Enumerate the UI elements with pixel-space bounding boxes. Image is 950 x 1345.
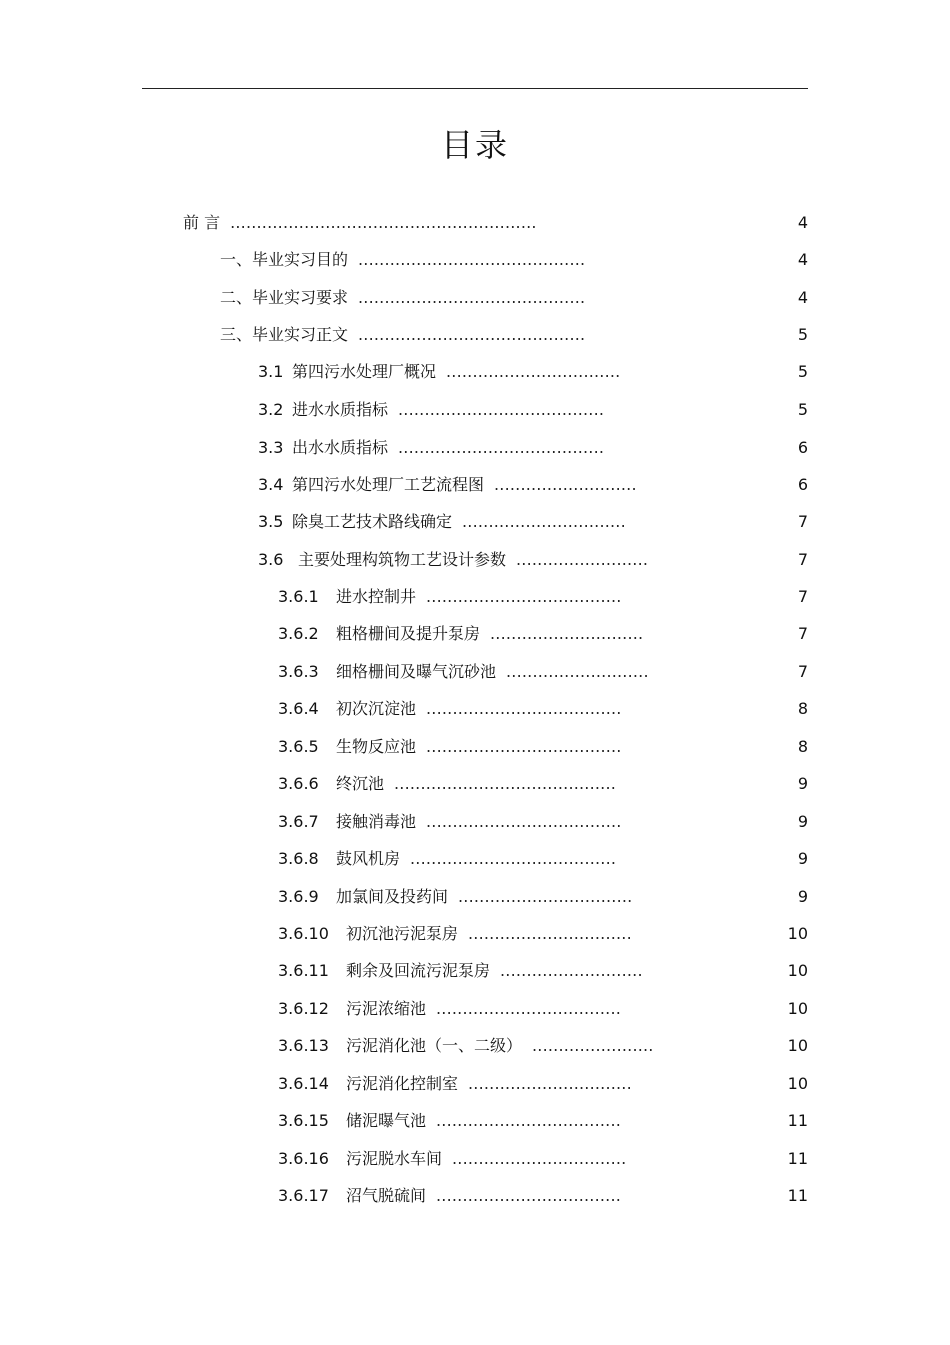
- toc-entry-title: 主要处理构筑物工艺设计参数: [298, 550, 507, 569]
- toc-entry-title: 前 言: [183, 213, 221, 232]
- toc-entry[interactable]: [183, 211, 537, 235]
- toc-leader-dots: ...........................................: [358, 325, 586, 344]
- toc-entry-number: 3.6.8: [278, 849, 319, 868]
- toc-entry[interactable]: [278, 885, 632, 909]
- toc-entry[interactable]: [278, 585, 622, 609]
- toc-page-number: 4: [797, 213, 808, 232]
- toc-entry-title: 第四污水处理厂工艺流程图: [292, 475, 485, 494]
- toc-entry-number: 3.6.1: [278, 587, 319, 606]
- toc-page-number: 11: [787, 1149, 808, 1168]
- toc-leader-dots: ...........................: [506, 662, 649, 681]
- toc-leader-dots: ...........................................: [358, 250, 586, 269]
- toc-page-number: 10: [787, 1036, 808, 1055]
- toc-leader-dots: ...................................: [436, 1111, 622, 1130]
- toc-page-number: 6: [797, 438, 808, 457]
- toc-leader-dots: .....................................: [426, 699, 622, 718]
- toc-leader-dots: .......................................: [398, 438, 605, 457]
- toc-entry-number: 3.6.11: [278, 961, 329, 980]
- toc-entry-number: 3.6.13: [278, 1036, 329, 1055]
- toc-entry-number: 3.6.14: [278, 1074, 329, 1093]
- toc-entry[interactable]: [278, 772, 616, 796]
- toc-page-number: 10: [787, 999, 808, 1018]
- toc-entry-title: 进水水质指标: [292, 400, 389, 419]
- toc-entry-number: 3.6.12: [278, 999, 329, 1018]
- toc-page-number: 11: [787, 1111, 808, 1130]
- toc-entry-number: 3.6.9: [278, 887, 319, 906]
- toc-entry-title: 储泥曝气池: [346, 1111, 427, 1130]
- toc-leader-dots: ...........................: [494, 475, 637, 494]
- toc-entry[interactable]: [278, 660, 649, 684]
- toc-entry-title: 第四污水处理厂概况: [292, 362, 437, 381]
- toc-page-number: 4: [797, 288, 808, 307]
- toc-entry-number: 3.4: [258, 475, 284, 494]
- toc-entry[interactable]: [258, 398, 604, 422]
- toc-page-number: 5: [797, 362, 808, 381]
- toc-entry[interactable]: [278, 1147, 626, 1171]
- toc-entry-title: 初次沉淀池: [336, 699, 417, 718]
- toc-entry-number: 3.6.15: [278, 1111, 329, 1130]
- toc-entry-number: 3.6.10: [278, 924, 329, 943]
- toc-entry-title: 污泥消化池（一、二级）: [346, 1036, 523, 1055]
- toc-leader-dots: ...........................: [500, 961, 643, 980]
- toc-leader-dots: ..........................................................: [230, 213, 537, 232]
- toc-entry[interactable]: [278, 1034, 654, 1058]
- toc-page-number: 8: [797, 699, 808, 718]
- toc-page-number: 9: [797, 812, 808, 831]
- toc-entry[interactable]: [258, 473, 637, 497]
- toc-entry[interactable]: [278, 922, 632, 946]
- toc-entry-number: 3.3: [258, 438, 284, 457]
- toc-entry-number: 3.6.2: [278, 624, 319, 643]
- toc-entry[interactable]: [258, 548, 648, 572]
- toc-entry-number: 3.6.16: [278, 1149, 329, 1168]
- toc-entry[interactable]: [278, 697, 622, 721]
- toc-entry[interactable]: [220, 248, 585, 272]
- toc-leader-dots: ...............................: [468, 924, 632, 943]
- toc-leader-dots: .......................................: [410, 849, 617, 868]
- toc-leader-dots: .................................: [458, 887, 633, 906]
- toc-entry-title: 终沉池: [336, 774, 385, 793]
- toc-leader-dots: ...........................................: [358, 288, 586, 307]
- toc-page-number: 7: [797, 624, 808, 643]
- toc-leader-dots: .....................................: [426, 737, 622, 756]
- toc-entry[interactable]: [220, 286, 585, 310]
- toc-entry-title: 污泥脱水车间: [346, 1149, 443, 1168]
- toc-entry-number: 3.6.5: [278, 737, 319, 756]
- toc-entry-title: 加氯间及投药间: [336, 887, 449, 906]
- toc-leader-dots: .......................: [532, 1036, 654, 1055]
- toc-entry-number: 3.6.17: [278, 1186, 329, 1205]
- toc-entry-number: 3.6.3: [278, 662, 319, 681]
- toc-leader-dots: .........................: [516, 550, 649, 569]
- toc-entry-title: 沼气脱硫间: [346, 1186, 427, 1205]
- toc-leader-dots: ...............................: [462, 512, 626, 531]
- toc-entry-title: 进水控制井: [336, 587, 417, 606]
- toc-leader-dots: .....................................: [426, 812, 622, 831]
- toc-entry[interactable]: [278, 847, 616, 871]
- toc-entry[interactable]: [278, 810, 622, 834]
- toc-page-number: 6: [797, 475, 808, 494]
- toc-entry-title: 初沉池污泥泵房: [346, 924, 459, 943]
- toc-entry-title: 一、毕业实习目的: [220, 250, 349, 269]
- toc-leader-dots: ...................................: [436, 1186, 622, 1205]
- toc-page-number: 7: [797, 512, 808, 531]
- toc-leader-dots: .....................................: [426, 587, 622, 606]
- toc-entry-title: 三、毕业实习正文: [220, 325, 349, 344]
- toc-page-number: 9: [797, 774, 808, 793]
- toc-entry[interactable]: [278, 622, 643, 646]
- toc-entry[interactable]: [278, 997, 621, 1021]
- toc-entry-number: 3.6.7: [278, 812, 319, 831]
- toc-entry[interactable]: [278, 959, 643, 983]
- toc-entry-number: 3.2: [258, 400, 284, 419]
- toc-entry-title: 生物反应池: [336, 737, 417, 756]
- toc-page-number: 5: [797, 325, 808, 344]
- toc-page-number: 11: [787, 1186, 808, 1205]
- toc-entry[interactable]: [220, 323, 585, 347]
- toc-leader-dots: ...................................: [436, 999, 622, 1018]
- toc-entry[interactable]: [258, 510, 626, 534]
- toc-entry-number: 3.6: [258, 550, 284, 569]
- toc-page-number: 10: [787, 1074, 808, 1093]
- toc-page-number: 9: [797, 887, 808, 906]
- toc-entry[interactable]: [278, 1072, 632, 1096]
- toc-leader-dots: .......................................: [398, 400, 605, 419]
- toc-leader-dots: ...............................: [468, 1074, 632, 1093]
- toc-entry-number: 3.6.4: [278, 699, 319, 718]
- toc-entry-title: 鼓风机房: [336, 849, 401, 868]
- toc-leader-dots: .................................: [446, 362, 621, 381]
- page-title: 目录: [440, 126, 509, 164]
- toc-page-number: 10: [787, 961, 808, 980]
- toc-page-number: 4: [797, 250, 808, 269]
- toc-leader-dots: .................................: [452, 1149, 627, 1168]
- toc-leader-dots: ..........................................: [394, 774, 617, 793]
- toc-page-number: 8: [797, 737, 808, 756]
- toc-entry[interactable]: [278, 1109, 621, 1133]
- toc-page-number: 7: [797, 587, 808, 606]
- toc-entry[interactable]: [278, 1184, 621, 1208]
- toc-entry-title: 细格栅间及曝气沉砂池: [336, 662, 497, 681]
- toc-page-number: 10: [787, 924, 808, 943]
- toc-page-number: 5: [797, 400, 808, 419]
- toc-entry-title: 除臭工艺技术路线确定: [292, 512, 453, 531]
- toc-page-number: 7: [797, 550, 808, 569]
- toc-entry-number: 3.1: [258, 362, 284, 381]
- toc-page-number: 7: [797, 662, 808, 681]
- toc-leader-dots: .............................: [490, 624, 644, 643]
- toc-entry[interactable]: [258, 360, 620, 384]
- toc-entry-number: 3.5: [258, 512, 284, 531]
- toc-page-number: 9: [797, 849, 808, 868]
- toc-entry-title: 出水水质指标: [292, 438, 389, 457]
- toc-entry-title: 污泥浓缩池: [346, 999, 427, 1018]
- toc-entry[interactable]: [278, 735, 622, 759]
- toc-entry-title: 二、毕业实习要求: [220, 288, 349, 307]
- toc-entry-title: 粗格栅间及提升泵房: [336, 624, 481, 643]
- toc-entry-number: 3.6.6: [278, 774, 319, 793]
- toc-entry-title: 接触消毒池: [336, 812, 417, 831]
- toc-entry-title: 污泥消化控制室: [346, 1074, 459, 1093]
- toc-entry[interactable]: [258, 436, 604, 460]
- toc-entry-title: 剩余及回流污泥泵房: [346, 961, 491, 980]
